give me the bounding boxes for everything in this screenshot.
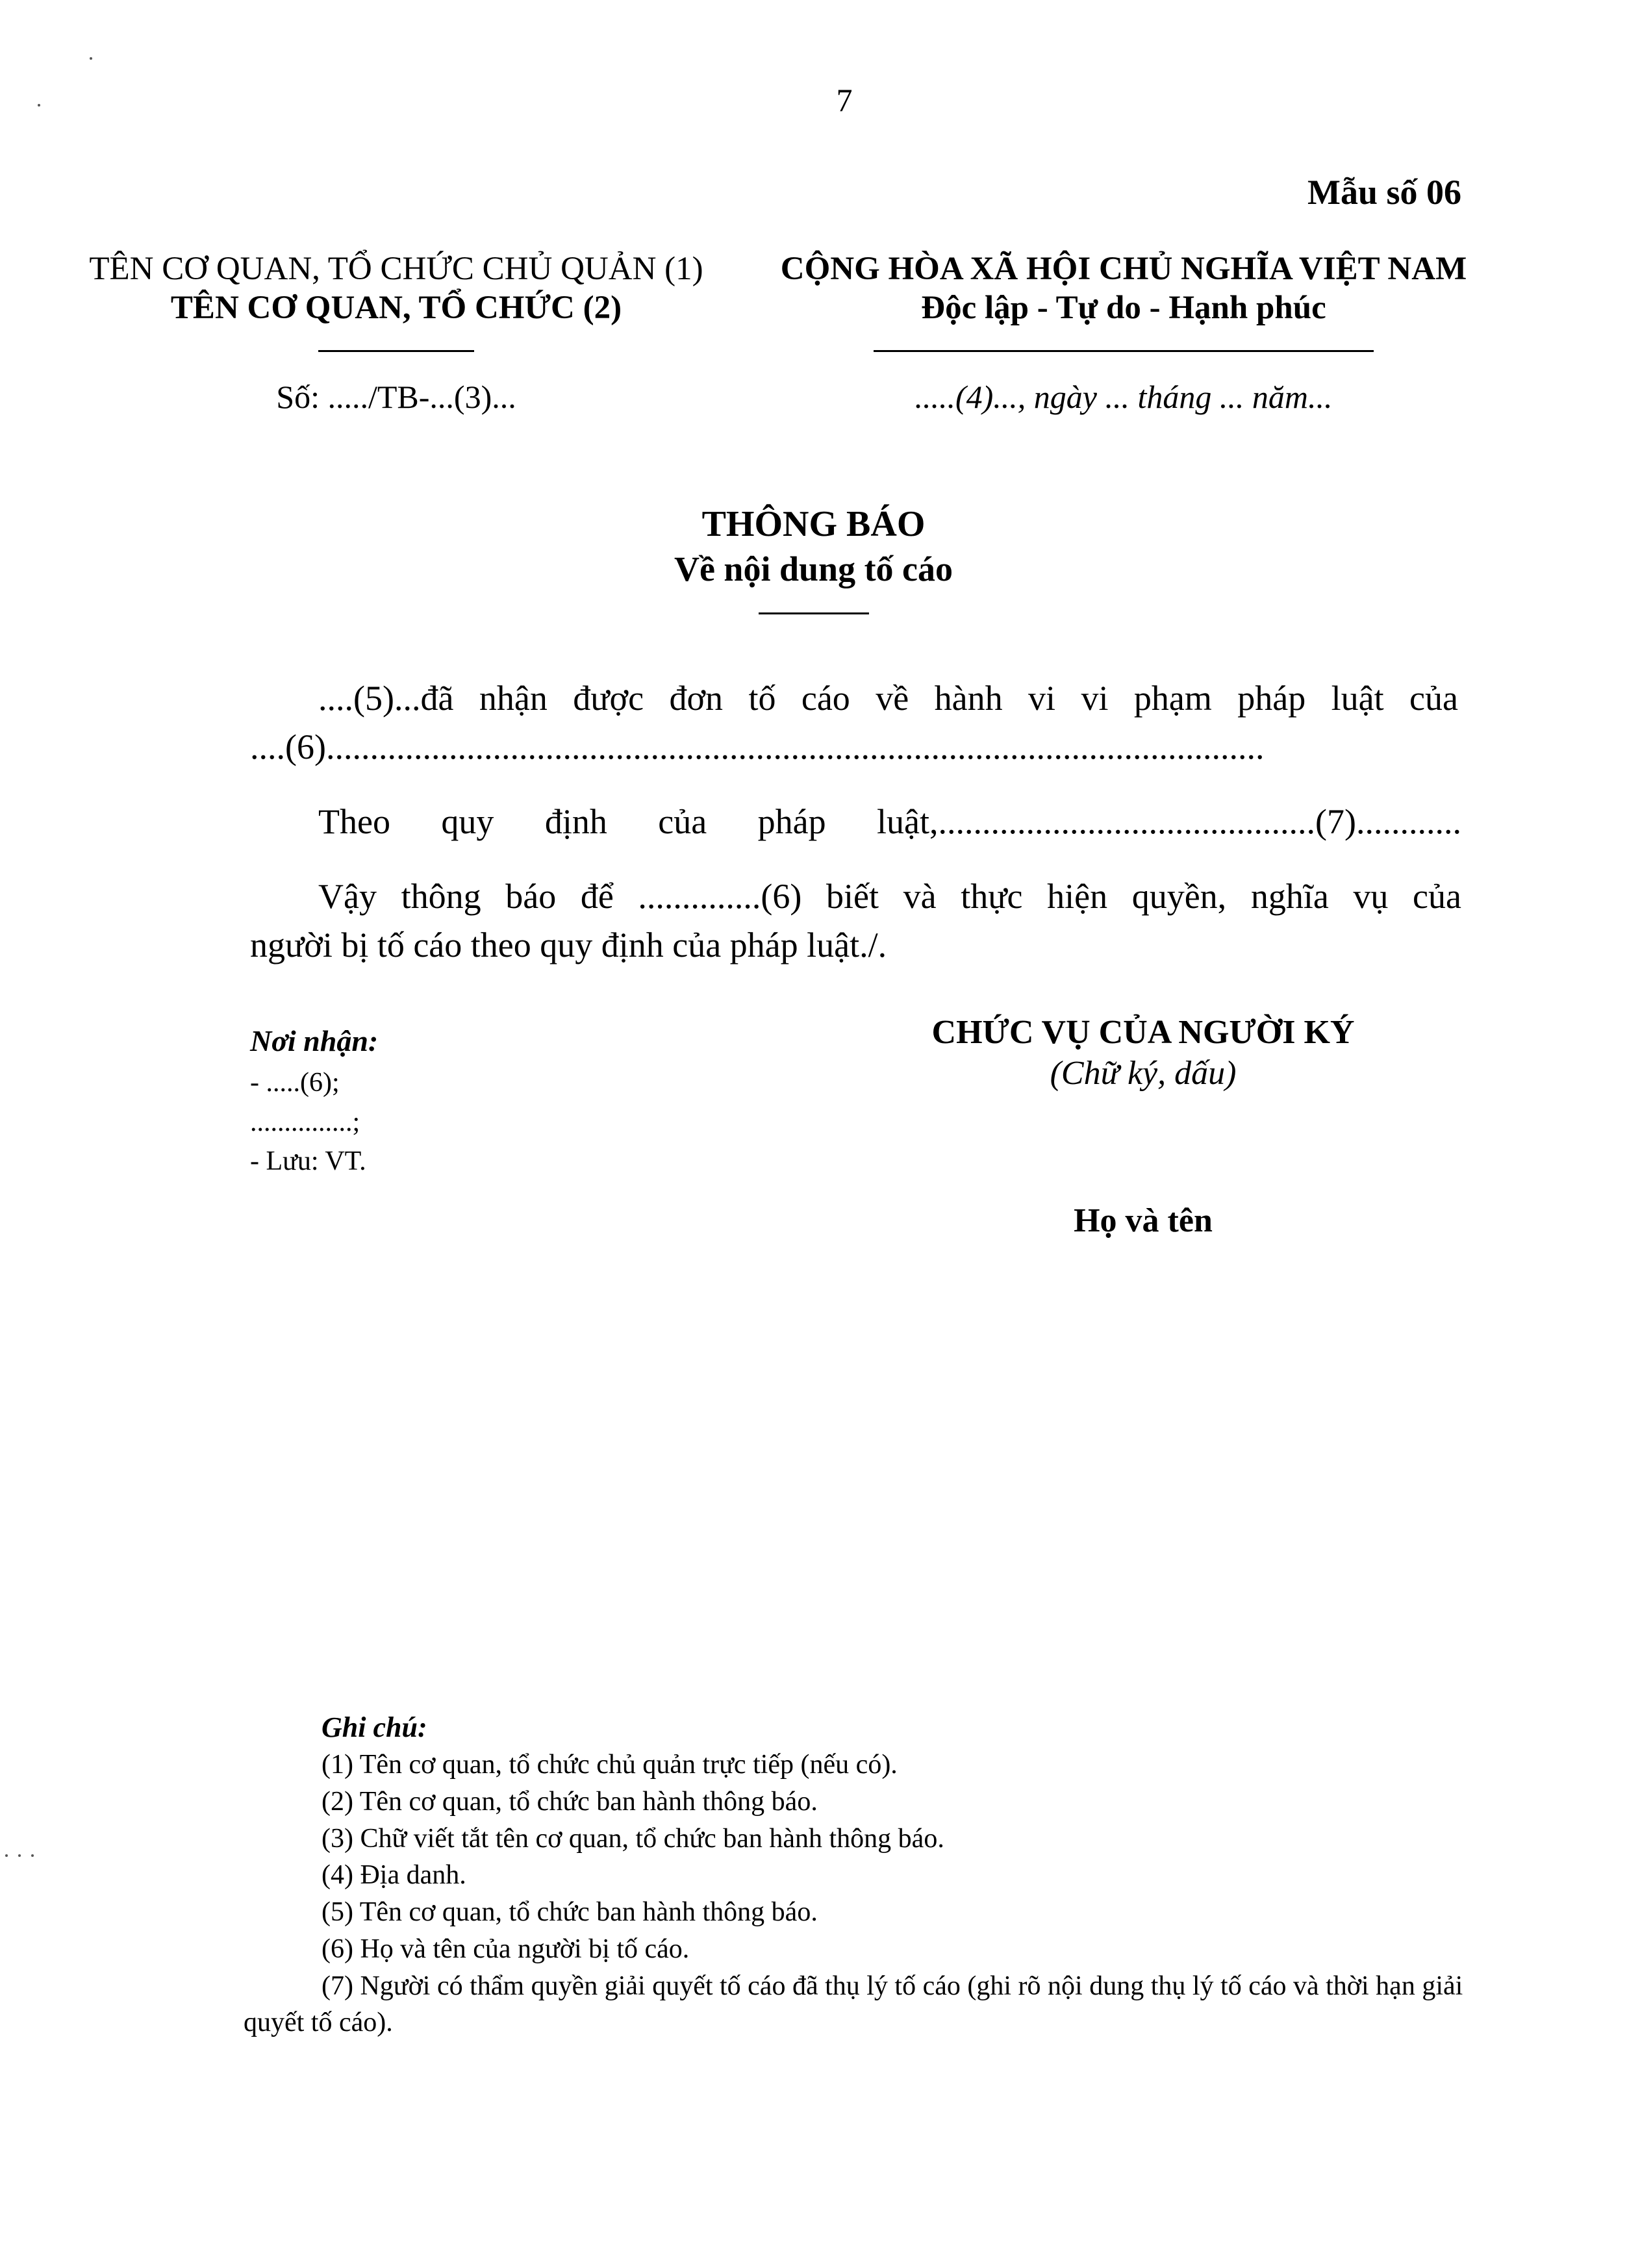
note-item: (6) Họ và tên của người bị tố cáo.	[322, 1934, 690, 1964]
motto-divider	[874, 350, 1374, 352]
document-number: Số: ...../TB-...(3)...	[276, 379, 516, 415]
paragraph-3-line-1: Vậy thông báo để ..............(6) biết và thực hiện quyền, nghĩa vụ của	[318, 877, 1461, 916]
national-header	[734, 250, 1513, 416]
scan-speck	[5, 1854, 8, 1857]
note-item: (7) Người có thẩm quyền giải quyết tố cáo đã thụ lý tố cáo (ghi rõ nội dung thụ lý tố cáo và thời hạn giải quyết tố cáo).	[244, 1971, 1463, 2038]
title-divider	[759, 612, 869, 614]
national-motto: Độc lập - Tự do - Hạnh phúc	[921, 290, 1326, 326]
paragraph-3-line-2	[250, 919, 1458, 972]
document-title: THÔNG BÁO	[701, 504, 926, 544]
body-paragraph-2	[318, 796, 1461, 848]
recipients-block	[250, 1020, 705, 1181]
paragraph-1-line-1: ....(5)...đã nhận được đơn tố cáo về hành vi vi phạm pháp luật của	[318, 679, 1458, 718]
note-item: (5) Tên cơ quan, tổ chức ban hành thông báo.	[322, 1897, 818, 1928]
agency-divider	[318, 350, 474, 352]
signer-name: Họ và tên	[1074, 1202, 1213, 1239]
recipient-item: - .....(6);	[250, 1067, 340, 1098]
scan-speck	[38, 104, 40, 107]
note-item: (2) Tên cơ quan, tổ chức ban hành thông báo.	[322, 1787, 818, 1817]
national-title: CỘNG HÒA XÃ HỘI CHỦ NGHĨA VIỆT NAM	[780, 251, 1467, 287]
scan-speck	[90, 57, 92, 60]
place-date: .....(4)..., ngày ... tháng ... năm...	[914, 379, 1333, 415]
note-item: (4) Địa danh.	[322, 1860, 466, 1891]
paragraph-2-text: Theo quy định của pháp luật,...........................................(7)............	[318, 802, 1461, 841]
page-number: 7	[836, 82, 853, 118]
notes-heading: Ghi chú:	[322, 1711, 427, 1743]
paragraph-3-line-2-text: người bị tố cáo theo quy định của pháp luật./.	[250, 926, 887, 964]
recipient-item: - Lưu: VT.	[250, 1146, 366, 1177]
parent-agency-name: TÊN CƠ QUAN, TỔ CHỨC CHỦ QUẢN (1)	[89, 251, 703, 287]
recipient-item: ...............;	[250, 1107, 360, 1137]
paragraph-1-line-2	[250, 721, 1458, 774]
note-item: (1) Tên cơ quan, tổ chức chủ quản trực tiếp (nếu có).	[322, 1750, 898, 1780]
recipients-heading: Nơi nhận:	[250, 1024, 379, 1057]
note-item: (3) Chữ viết tắt tên cơ quan, tổ chức ban hành thông báo.	[322, 1823, 944, 1854]
agency-name: TÊN CƠ QUAN, TỔ CHỨC (2)	[170, 290, 622, 326]
document-title-block	[0, 503, 1627, 614]
form-number: Mẫu số 06	[1307, 173, 1461, 212]
notes-block	[244, 1708, 1465, 2041]
signer-position: CHỨC VỤ CỦA NGƯỜI KÝ	[931, 1014, 1355, 1051]
scan-speck	[31, 1854, 34, 1857]
signature-seal-note: (Chữ ký, dấu)	[1050, 1055, 1237, 1092]
document-subtitle: Về nội dung tố cáo	[674, 549, 953, 588]
paragraph-1-line-2-text: ....(6)...........................................................................................................	[250, 727, 1265, 766]
scan-speck	[18, 1854, 21, 1857]
agency-header	[71, 250, 721, 416]
body-paragraph-1	[250, 672, 1458, 725]
signature-block	[896, 1013, 1390, 1092]
body-paragraph-3	[318, 870, 1461, 923]
